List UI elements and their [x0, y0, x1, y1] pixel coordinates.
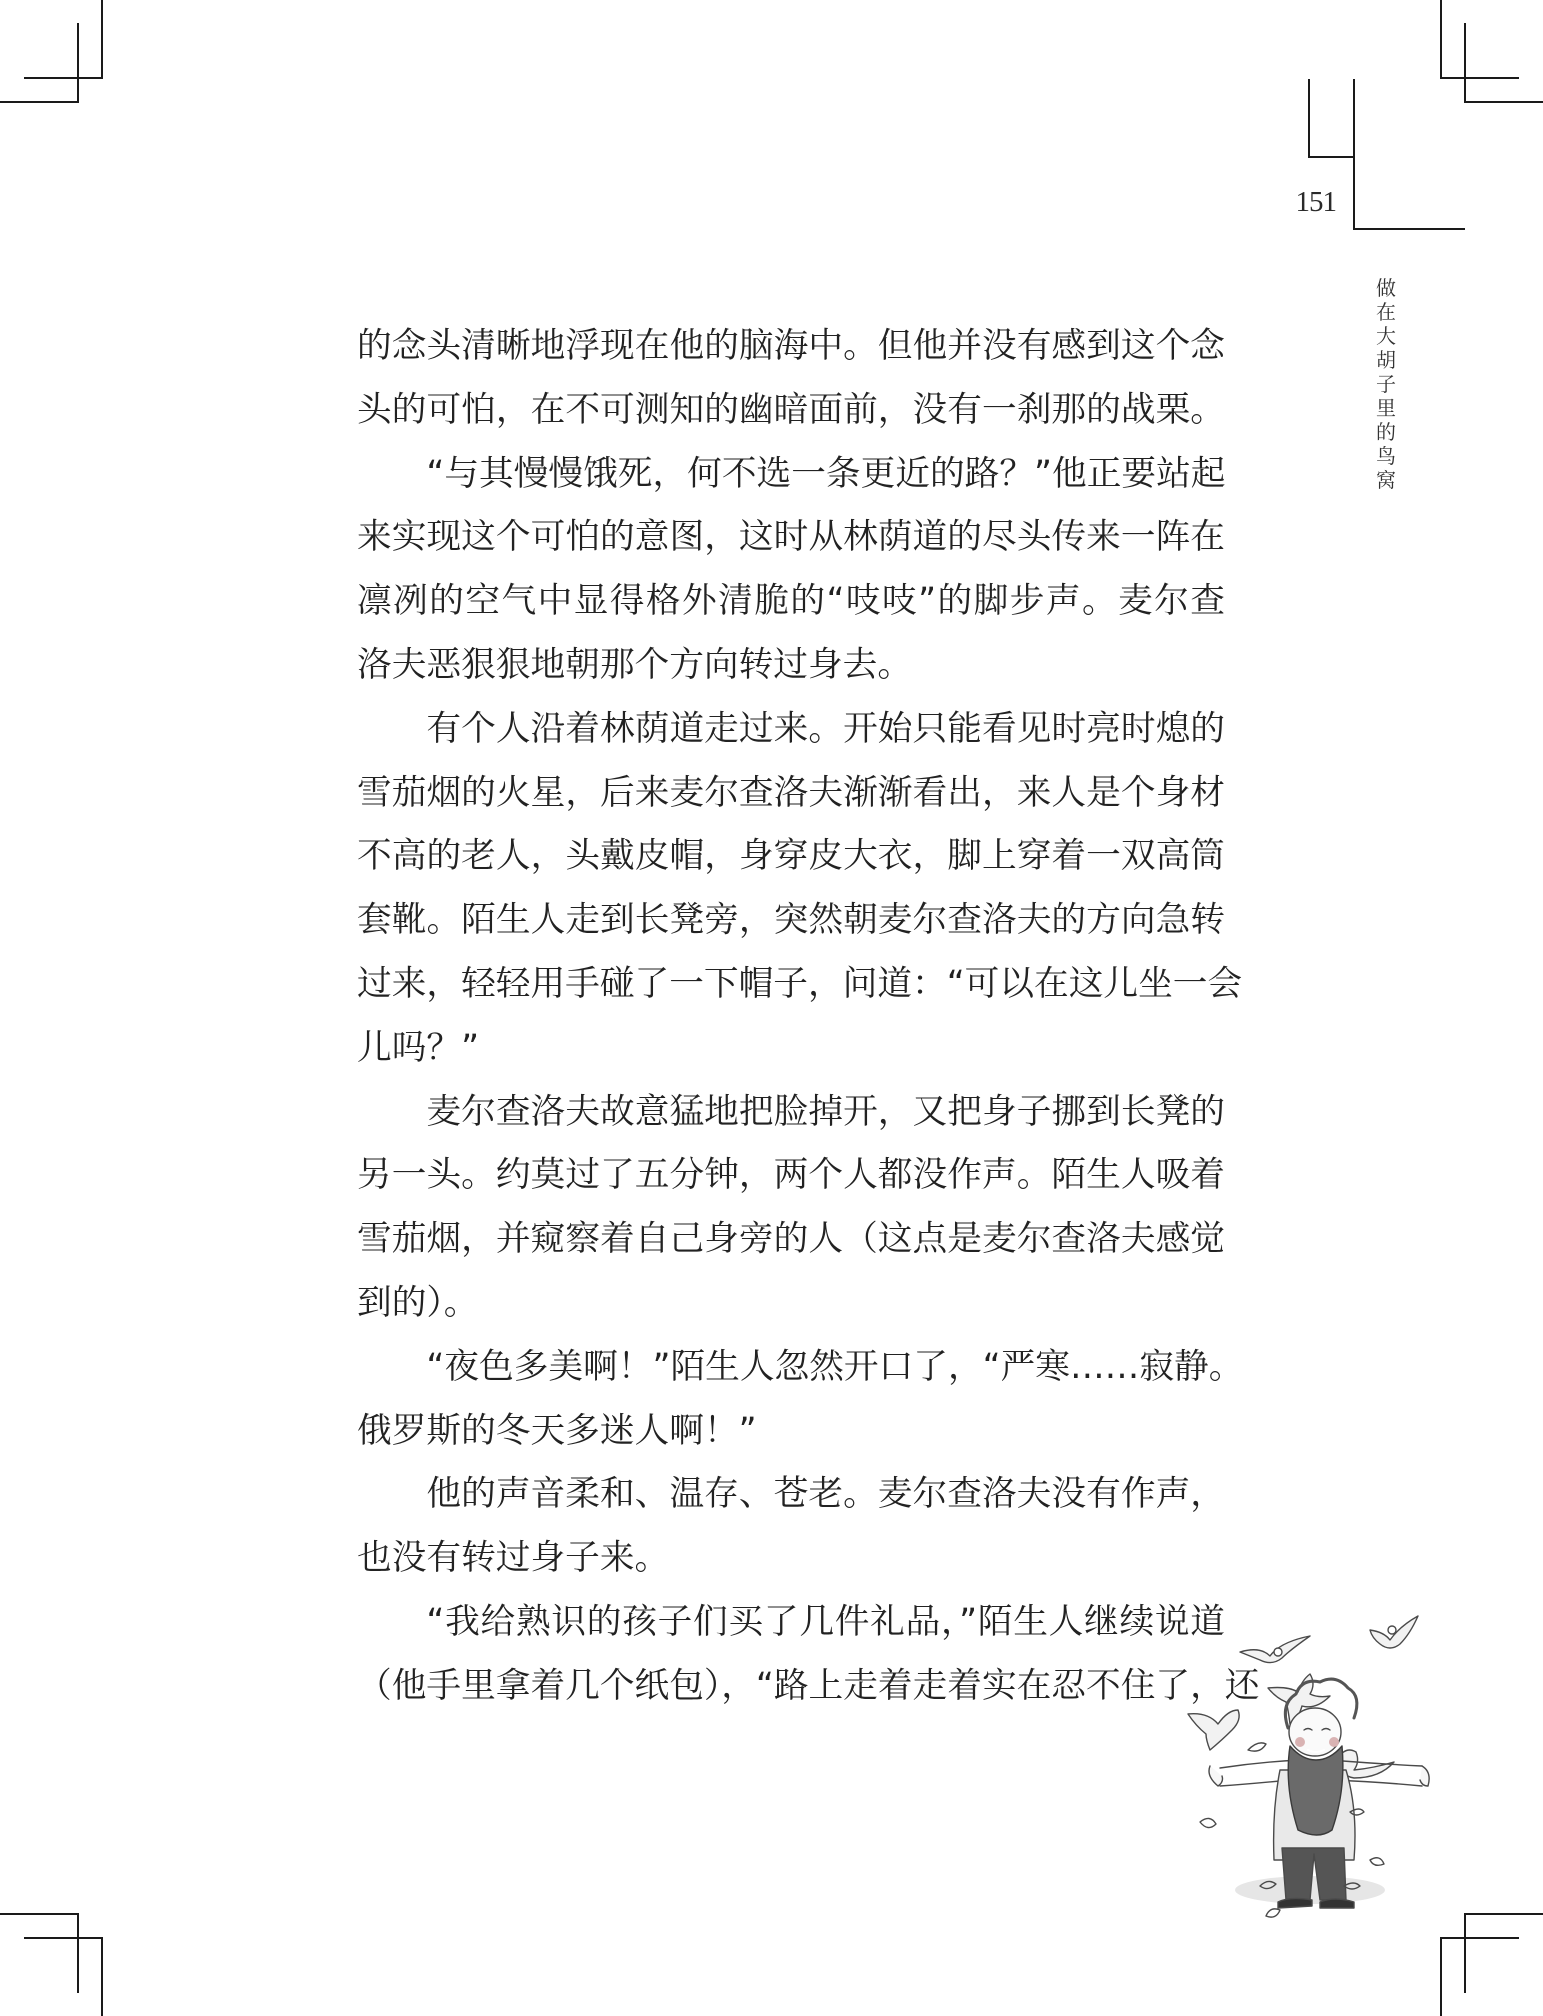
- text-line: 来实现这个可怕的意图，这时从林荫道的尽头传来一阵在: [357, 517, 1225, 558]
- text-line: 的念头清晰地浮现在他的脑海中。但他并没有感到这个念: [357, 326, 1225, 366]
- text-line: “与其慢慢饿死，何不选一条更近的路？”他正要站起: [426, 453, 1226, 494]
- text-line: “夜色多美啊！”陌生人忽然开口了，“严寒……寂静。: [426, 1346, 1244, 1387]
- text-line: 套靴。陌生人走到长凳旁，突然朝麦尔查洛夫的方向急转: [357, 900, 1225, 941]
- crop-mark: [1440, 0, 1442, 79]
- crop-mark: [1464, 101, 1543, 103]
- running-head-char: 子: [1376, 372, 1396, 396]
- bird-icon: [1240, 1636, 1310, 1663]
- crop-mark: [101, 0, 103, 79]
- text-line: 头的可怕，在不可测知的幽暗面前，没有一刹那的战栗。: [357, 389, 1225, 430]
- running-head-char: 窝: [1376, 468, 1396, 492]
- page-number: 151: [1295, 186, 1336, 218]
- running-head-char: 里: [1376, 396, 1396, 420]
- text-line: （他手里拿着几个纸包），“路上走着走着实在忍不住了，还: [357, 1665, 1260, 1706]
- crop-mark: [0, 1913, 79, 1915]
- text-line: 雪茄烟的火星，后来麦尔查洛夫渐渐看出，来人是个身材: [357, 772, 1225, 813]
- text-line: 儿吗？”: [357, 1027, 480, 1068]
- folio-frame-line: [1308, 156, 1355, 158]
- folio-frame-line: [1353, 228, 1465, 230]
- crop-mark: [1440, 77, 1519, 79]
- text-line: 他的声音柔和、温存、苍老。麦尔查洛夫没有作声，: [426, 1474, 1225, 1515]
- running-head-char: 胡: [1376, 348, 1396, 372]
- bearded-man-illustration: [1170, 1590, 1460, 1930]
- text-line: 有个人沿着林荫道走过来。开始只能看见时亮时熄的: [426, 708, 1225, 749]
- text-line: 过来，轻轻用手碰了一下帽子，问道：“可以在这儿坐一会: [357, 963, 1243, 1004]
- body-text: [357, 315, 1260, 1719]
- text-line: 不高的老人，头戴皮帽，身穿皮大衣，脚上穿着一双高筒: [357, 836, 1225, 877]
- crop-mark: [1440, 1937, 1519, 1939]
- crop-mark: [1464, 23, 1466, 103]
- crop-mark: [1464, 1913, 1466, 1993]
- crop-mark: [24, 77, 103, 79]
- bird-icon: [1370, 1616, 1418, 1648]
- running-head-char: 做: [1376, 276, 1396, 300]
- bird-icon: [1188, 1710, 1239, 1750]
- folio-frame-line: [1308, 79, 1310, 158]
- text-line: 麦尔查洛夫故意猛地把脸掉开，又把身子挪到长凳的: [426, 1091, 1225, 1132]
- text-line: 凛冽的空气中显得格外清脆的“吱吱”的脚步声。麦尔查: [357, 581, 1225, 622]
- crop-mark: [77, 23, 79, 103]
- text-line: 雪茄烟，并窥察着自己身旁的人（这点是麦尔查洛夫感觉: [357, 1219, 1225, 1260]
- text-line: 也没有转过身子来。: [357, 1538, 670, 1579]
- folio-frame-line: [1353, 79, 1355, 230]
- running-head: [1373, 276, 1399, 492]
- running-head-char: 的: [1376, 420, 1396, 444]
- crop-mark: [101, 1937, 103, 2016]
- text-line: 另一头。约莫过了五分钟，两个人都没作声。陌生人吸着: [357, 1155, 1225, 1196]
- text-line: 洛夫恶狠狠地朝那个方向转过身去。: [357, 644, 913, 685]
- crop-mark: [0, 101, 79, 103]
- crop-mark: [1440, 1937, 1442, 2016]
- text-line: 到的）。: [357, 1282, 479, 1323]
- running-head-char: 在: [1376, 300, 1396, 324]
- text-line: 俄罗斯的冬天多迷人啊！”: [357, 1410, 757, 1451]
- running-head-char: 大: [1376, 324, 1396, 348]
- crop-mark: [1464, 1913, 1543, 1915]
- crop-mark: [24, 1937, 103, 1939]
- crop-mark: [77, 1913, 79, 1993]
- running-head-char: 鸟: [1376, 444, 1396, 468]
- text-line: “我给熟识的孩子们买了几件礼品，”陌生人继续说道: [426, 1601, 1225, 1642]
